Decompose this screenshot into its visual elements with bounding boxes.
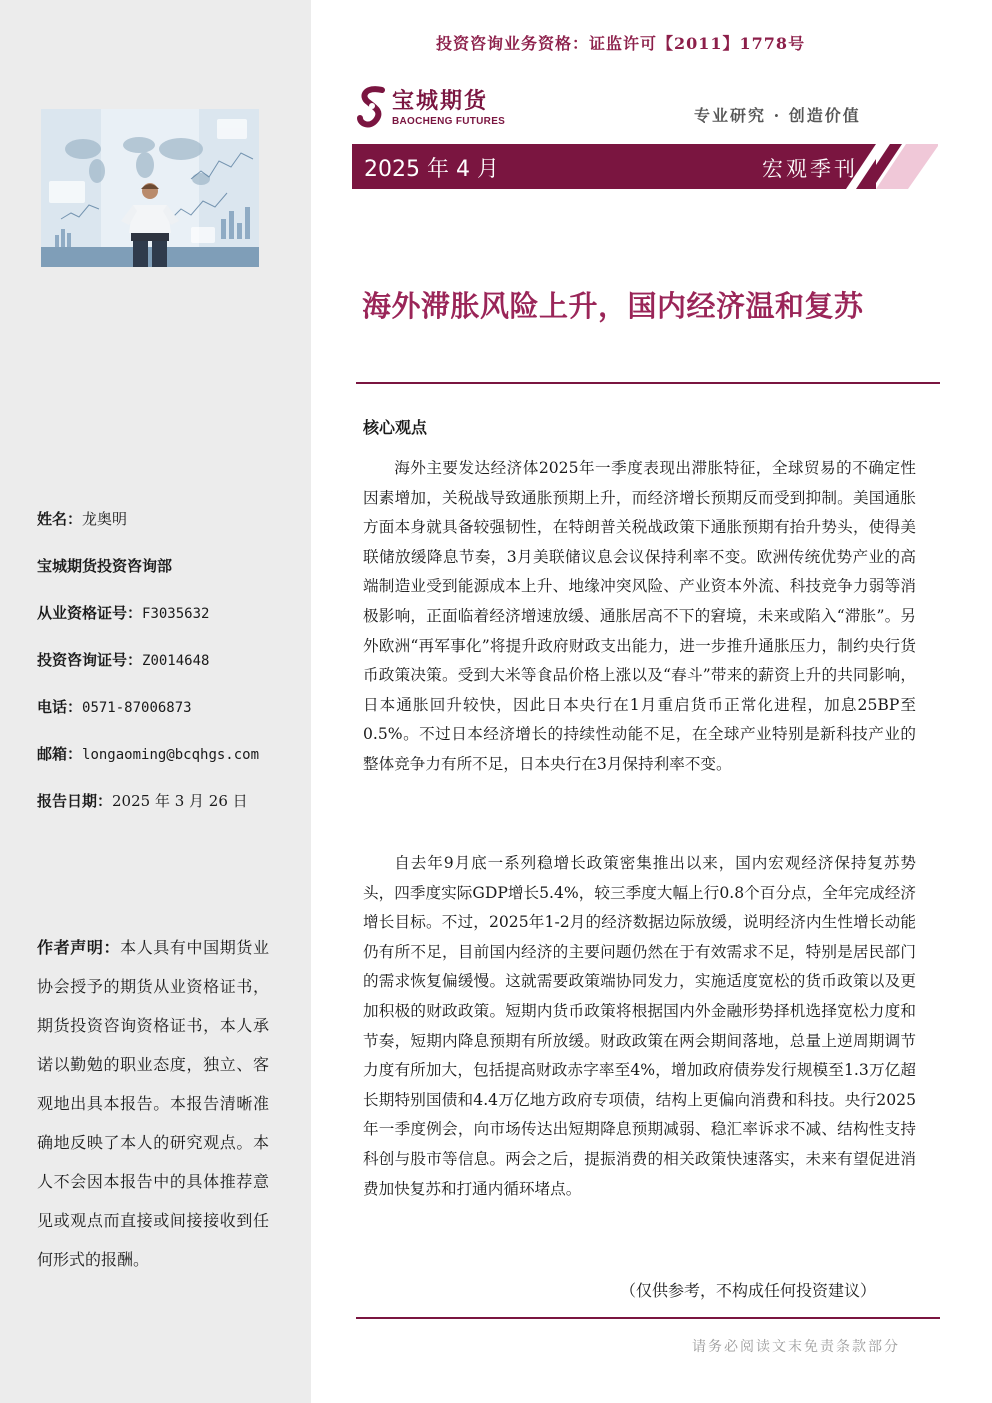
phone-row: [37, 694, 287, 741]
logo-text-en: BAOCHENG FUTURES: [392, 116, 506, 127]
declaration-text: 本人具有中国期货业协会授予的期货从业资格证书，期货投资咨询资格证书，本人承诺以勤勉的职业态度，独立、客观地出具本报告。本报告清晰准确地反映了本人的研究观点。本人不会因本报告中的具体推荐意见或观点而直接或间接接收到任何形式的报酬。: [37, 938, 269, 1269]
license-row: [37, 600, 287, 647]
section-heading: 核心观点: [363, 418, 428, 437]
email-row: [37, 741, 287, 788]
author-info: [37, 506, 287, 835]
cover-image: [41, 109, 259, 267]
email-address: longaoming@bcqhgs.com: [82, 747, 260, 763]
consult-row: [37, 647, 287, 694]
disclaimer: （仅供参考，不构成任何投资建议）: [620, 1281, 877, 1300]
report-date-row: [37, 788, 287, 835]
title-divider: [356, 382, 940, 384]
logo-text-cn: 宝城期货: [392, 89, 489, 114]
footer-note: 请务必阅读文末免责条款部分: [692, 1339, 900, 1355]
report-date-label: 报告日期：: [37, 792, 113, 810]
businessman-charts-illustration: [41, 109, 259, 267]
department: 宝城期货投资咨询部: [37, 557, 173, 575]
report-banner: [352, 144, 938, 189]
phone-label: 电话：: [37, 698, 83, 716]
email-label: 邮箱：: [37, 745, 83, 763]
logo-mark-icon: [356, 84, 388, 130]
report-type: 宏观季刊: [762, 157, 858, 181]
slogan: 专业研究 · 创造价值: [694, 106, 861, 125]
author-declaration: [37, 928, 269, 1279]
author-name-row: [37, 506, 287, 553]
phone-number: 0571-87006873: [82, 700, 192, 716]
company-logo: [356, 84, 526, 132]
consult-number: Z0014648: [142, 653, 210, 669]
license-label: 从业资格证号：: [37, 604, 143, 622]
department-row: [37, 553, 287, 600]
paragraph-2: 自去年9月底一系列稳增长政策密集推出以来，国内宏观经济保持复苏势头，四季度实际GDP增长5.4%，较三季度大幅上行0.8个百分点，全年完成经济增长目标。不过，2025年1-2月的经济数据边际放缓，说明经济内生性增长动能仍有所不足，目前国内经济的主要问题仍然在于有效需求不足，特别是居民部门的需求恢复偏缓慢。这就需要政策端协同发力，实施适度宽松的货币政策以及更加积极的财政政策。短期内货币政策将根据国内外金融形势择机选择宽松力度和节奏，短期内降息预期有所放缓。财政政策在两会期间落地，总量上逆周期调节力度有所加大，包括提高财政赤字率至4%，增加政府债券发行规模至1.3万亿超长期特别国债和4.4万亿地方政府专项债，结构上更偏向消费和科技。央行2025年一季度例会，向市场传达出短期降息预期减弱、稳汇率诉求不减、结构性支持科创与股市等信息。两会之后，提振消费的相关政策快速落实，未来有望促进消费加快复苏和打通内循环堵点。: [363, 854, 916, 1198]
footer-divider: [356, 1317, 940, 1319]
license-number: F3035632: [142, 606, 210, 622]
banner-date: 2025 年 4 月: [364, 157, 499, 182]
qualification-line: 投资咨询业务资格：证监许可【2011】1778号: [436, 34, 806, 53]
author-name: 龙奥明: [82, 510, 128, 528]
report-date: 2025 年 3 月 26 日: [112, 792, 248, 810]
author-name-label: 姓名：: [37, 510, 83, 528]
sidebar: [0, 0, 311, 1403]
banner-stripes: [832, 144, 938, 189]
declaration-label: 作者声明：: [37, 938, 121, 957]
consult-label: 投资咨询证号：: [37, 651, 143, 669]
report-title: 海外滞胀风险上升，国内经济温和复苏: [362, 289, 864, 323]
paragraph-1: 海外主要发达经济体2025年一季度表现出滞胀特征，全球贸易的不确定性因素增加，关税战导致通胀预期上升，而经济增长预期反而受到抑制。美国通胀方面本身就具备较强韧性，在特朗普关税战政策下通胀预期有抬升势头，使得美联储放缓降息节奏，3月美联储议息会议保持利率不变。欧洲传统优势产业的高端制造业受到能源成本上升、地缘冲突风险、产业资本外流、科技竞争力弱等消极影响，正面临着经济增速放缓、通胀居高不下的窘境，未来或陷入“滞胀”。另外欧洲“再军事化”将提升政府财政支出能力，进一步推升通胀压力，制约央行货币政策决策。受到大米等食品价格上涨以及“春斗”带来的薪资上升的共同影响，日本通胀回升较快，因此日本央行在1月重启货币正常化进程，加息25BP至0.5%。不过日本经济增长的持续性动能不足，在全球产业特别是新科技产业的整体竞争力有所不足，日本央行在3月保持利率不变。: [363, 459, 916, 773]
